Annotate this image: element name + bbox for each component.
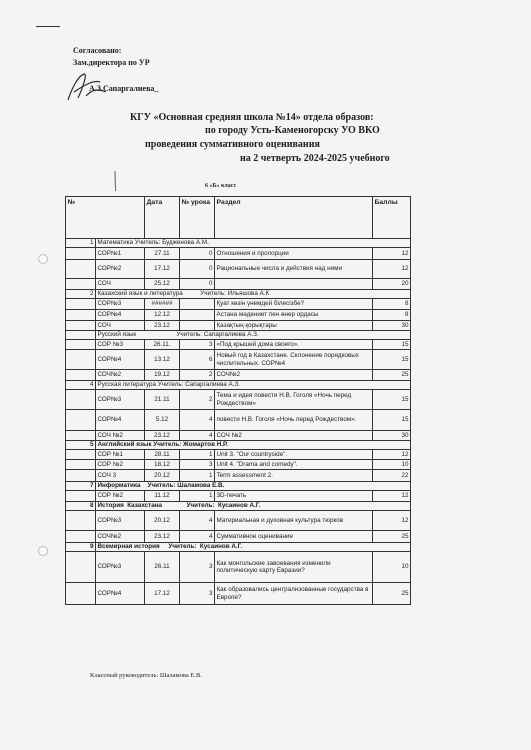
assessment-row <box>66 340 411 350</box>
assessment-date: 17.12 <box>145 583 180 605</box>
lesson-number: 2 <box>180 370 215 381</box>
assessment-row <box>66 460 411 470</box>
lesson-number: 3 <box>180 583 215 605</box>
lesson-number: 1 <box>180 470 215 482</box>
subject-number: 1 <box>66 239 96 248</box>
title-line-1: КГУ «Основная средняя школа №14» отдела образов: <box>130 112 374 123</box>
assessment-code: СОР№3 <box>96 390 145 410</box>
lesson-number <box>180 310 215 321</box>
score-points: 12 <box>373 248 411 260</box>
assessment-row <box>66 310 411 321</box>
assessment-row <box>66 531 411 543</box>
blank-cell <box>66 260 96 279</box>
blank-cell <box>66 279 96 290</box>
score-points: 22 <box>373 470 411 482</box>
subject-title: Всемирная история Учитель: Кусаинов А.Г. <box>96 543 411 552</box>
blank-cell <box>66 431 96 441</box>
score-points: 15 <box>373 340 411 350</box>
blank-cell <box>66 350 96 370</box>
assessment-date: 26.11. <box>145 340 180 350</box>
subject-row <box>66 331 411 340</box>
score-points: 25 <box>373 531 411 543</box>
assessment-code: СОР№4 <box>96 410 145 431</box>
subject-row <box>66 381 411 390</box>
assessment-date: 23.12 <box>145 431 180 441</box>
assessment-row <box>66 279 411 290</box>
blank-cell <box>66 531 96 543</box>
section-name: Астана мәдениет пен өнер ордасы <box>215 310 373 321</box>
blank-cell <box>66 390 96 410</box>
subject-number: 4 <box>66 381 96 390</box>
section-name: Новый год в Казахстане. Склонение порядковых числительных. СОР№4 <box>215 350 373 370</box>
subject-number: 8 <box>66 502 96 511</box>
assessment-table <box>65 196 411 605</box>
subject-title: Математика Учитель: Будженова А.М. <box>96 239 411 248</box>
blank-cell <box>66 491 96 502</box>
assessment-date: 25.12 <box>145 279 180 290</box>
lesson-number <box>180 321 215 331</box>
assessment-code: СОР №2 <box>96 460 145 470</box>
header-date: Дата <box>145 197 180 239</box>
lesson-number: 0 <box>180 260 215 279</box>
assessment-code: СОР№3 <box>96 511 145 531</box>
subject-row <box>66 543 411 552</box>
score-points: 10 <box>373 460 411 470</box>
section-name: Рациональные числа и действия над ними <box>215 260 373 279</box>
blank-cell <box>66 321 96 331</box>
assessment-date: 27.11 <box>145 248 180 260</box>
assessment-row <box>66 450 411 460</box>
assessment-code: СОЧ 3 <box>96 470 145 482</box>
assessment-code: СОР №3 <box>96 340 145 350</box>
header-num: № <box>66 197 145 239</box>
subject-title: Английский язык Учитель: Жомартов Н.Р. <box>96 441 411 450</box>
lesson-number: 1 <box>180 450 215 460</box>
subject-title: История Казахстана Учитель: Кусаинов А.Г. <box>96 502 411 511</box>
score-points: 12 <box>373 511 411 531</box>
class-teacher: Классный руководитель: Шаламова Е.В. <box>90 672 202 679</box>
punch-hole <box>38 254 48 264</box>
score-points: 25 <box>373 370 411 381</box>
assessment-date: ###### <box>145 299 180 310</box>
score-points: 12 <box>373 260 411 279</box>
assessment-code: СОР №2 <box>96 491 145 502</box>
lesson-number: 4 <box>180 410 215 431</box>
header-lesson: № урока <box>180 197 215 239</box>
blank-cell <box>66 470 96 482</box>
score-points: 8 <box>373 310 411 321</box>
assessment-row <box>66 370 411 381</box>
lesson-number: 3 <box>180 552 215 583</box>
assessment-row <box>66 470 411 482</box>
assessment-row <box>66 491 411 502</box>
score-points: 30 <box>373 431 411 441</box>
assessment-date: 20.12 <box>145 511 180 531</box>
section-name: Казақтың қорықтары <box>215 321 373 331</box>
title-line-2: по городу Усть-Каменогорску УО ВКО <box>205 125 380 136</box>
assessment-date: 20.12 <box>145 470 180 482</box>
subject-row <box>66 441 411 450</box>
assessment-row <box>66 511 411 531</box>
assessment-code: СОЧ <box>96 279 145 290</box>
lesson-number: 0 <box>180 279 215 290</box>
subject-number <box>66 331 96 340</box>
section-name: повести Н.В. Гоголя «Ночь перед Рождеством». <box>215 410 373 431</box>
section-name: Қуат көзін үнемдей білесізбе? <box>215 299 373 310</box>
blank-cell <box>66 310 96 321</box>
assessment-row <box>66 299 411 310</box>
blank-cell <box>66 340 96 350</box>
subject-title: Информатика Учитель: Шаламова Е.В. <box>96 482 411 491</box>
assessment-row <box>66 390 411 410</box>
section-name <box>215 279 373 290</box>
lesson-number: 3 <box>180 340 215 350</box>
title-line-3: проведения суммативного оценивания <box>145 139 320 150</box>
assessment-code: СОР№2 <box>96 260 145 279</box>
blank-cell <box>66 410 96 431</box>
assessment-row <box>66 583 411 605</box>
subject-number: 7 <box>66 482 96 491</box>
lesson-number: 4 <box>180 431 215 441</box>
subject-number: 5 <box>66 441 96 450</box>
lesson-number: 4 <box>180 511 215 531</box>
approval-name: А.З.Сапаргалиева_ <box>89 84 159 93</box>
score-points: 10 <box>373 552 411 583</box>
assessment-date: 11.12 <box>145 491 180 502</box>
lesson-number: 0 <box>180 248 215 260</box>
section-name: «Под крышей дома своего». <box>215 340 373 350</box>
lesson-number: 6 <box>180 350 215 370</box>
subject-title: Русский язык Учитель: Сапаргалиева А.З. <box>96 331 411 340</box>
assessment-date: 5.12 <box>145 410 180 431</box>
score-points: 25 <box>373 583 411 605</box>
section-name: Как монгольские завоевания изменили политическую карту Евразии? <box>215 552 373 583</box>
approval-agreed: Согласовано: <box>73 46 122 55</box>
section-name: 3D-печать <box>215 491 373 502</box>
assessment-code: СОР№4 <box>96 310 145 321</box>
assessment-row <box>66 248 411 260</box>
section-name: Term assessment 2. <box>215 470 373 482</box>
blank-cell <box>66 299 96 310</box>
punch-hole <box>38 546 48 556</box>
subject-title: Казахский язык и литература Учитель: Ильяшова А.К <box>96 290 411 299</box>
assessment-row <box>66 431 411 441</box>
score-points: 15 <box>373 410 411 431</box>
assessment-code: СОР№1 <box>96 248 145 260</box>
blank-cell <box>66 583 96 605</box>
assessment-date: 28.11 <box>145 450 180 460</box>
assessment-date: 23.12 <box>145 321 180 331</box>
section-name: СОЧ №2 <box>215 431 373 441</box>
blank-cell <box>66 460 96 470</box>
pen-mark <box>112 170 118 192</box>
blank-cell <box>66 370 96 381</box>
subject-row <box>66 482 411 491</box>
section-name: Unit 3. "Our countryside". <box>215 450 373 460</box>
assessment-code: СОЧ№2 <box>96 531 145 543</box>
subject-row <box>66 290 411 299</box>
top-dash <box>36 26 60 27</box>
subject-number: 2 <box>66 290 96 299</box>
assessment-row <box>66 350 411 370</box>
lesson-number: 3 <box>180 460 215 470</box>
score-points: 20 <box>373 279 411 290</box>
table-header-row <box>66 197 411 239</box>
section-name: Как образовались централизованные государства в Европе? <box>215 583 373 605</box>
subject-row <box>66 239 411 248</box>
assessment-date: 13.12 <box>145 350 180 370</box>
subject-row <box>66 502 411 511</box>
assessment-code: СОР №1 <box>96 450 145 460</box>
assessment-date: 23.12 <box>145 531 180 543</box>
score-points: 15 <box>373 390 411 410</box>
assessment-code: СОР№3 <box>96 299 145 310</box>
section-name: Отношения и пропорции <box>215 248 373 260</box>
score-points: 12 <box>373 450 411 460</box>
assessment-code: СОЧ№2 <box>96 370 145 381</box>
approval-position: Зам.директора по УР <box>73 58 150 67</box>
score-points: 30 <box>373 321 411 331</box>
assessment-date: 12.12 <box>145 310 180 321</box>
assessment-row <box>66 410 411 431</box>
lesson-number <box>180 299 215 310</box>
assessment-date: 26.11 <box>145 552 180 583</box>
title-line-4: на 2 четверть 2024-2025 учебного <box>240 153 390 164</box>
subject-number: 9 <box>66 543 96 552</box>
assessment-date: 17.12 <box>145 260 180 279</box>
assessment-code: СОР№4 <box>96 583 145 605</box>
score-points: 15 <box>373 350 411 370</box>
section-name: СОЧ№2 <box>215 370 373 381</box>
section-name: Суммативное оценивание <box>215 531 373 543</box>
blank-cell <box>66 511 96 531</box>
blank-cell <box>66 450 96 460</box>
lesson-number: 1 <box>180 491 215 502</box>
assessment-code: СОЧ №2 <box>96 431 145 441</box>
score-points: 12 <box>373 491 411 502</box>
lesson-number: 4 <box>180 531 215 543</box>
assessment-date: 19.12 <box>145 370 180 381</box>
subject-title: Русская литература Учитель: Сапаргалиева А.З. <box>96 381 411 390</box>
header-section: Раздел <box>215 197 373 239</box>
section-name: Материальная и духовная культура тюрков <box>215 511 373 531</box>
header-score: Баллы <box>373 197 411 239</box>
assessment-row <box>66 321 411 331</box>
lesson-number: 2 <box>180 390 215 410</box>
assessment-code: СОР№3 <box>96 552 145 583</box>
assessment-date: 21.11 <box>145 390 180 410</box>
class-label: 6 «Б» класс <box>205 183 237 189</box>
score-points: 8 <box>373 299 411 310</box>
assessment-row <box>66 260 411 279</box>
assessment-row <box>66 552 411 583</box>
section-name: Unit 4. "Drama and comedy". <box>215 460 373 470</box>
assessment-code: СОР№4 <box>96 350 145 370</box>
section-name: Тема и идея повести Н.В. Гоголя «Ночь перед Рождеством» <box>215 390 373 410</box>
assessment-date: 18.12 <box>145 460 180 470</box>
blank-cell <box>66 248 96 260</box>
blank-cell <box>66 552 96 583</box>
assessment-code: СОЧ <box>96 321 145 331</box>
